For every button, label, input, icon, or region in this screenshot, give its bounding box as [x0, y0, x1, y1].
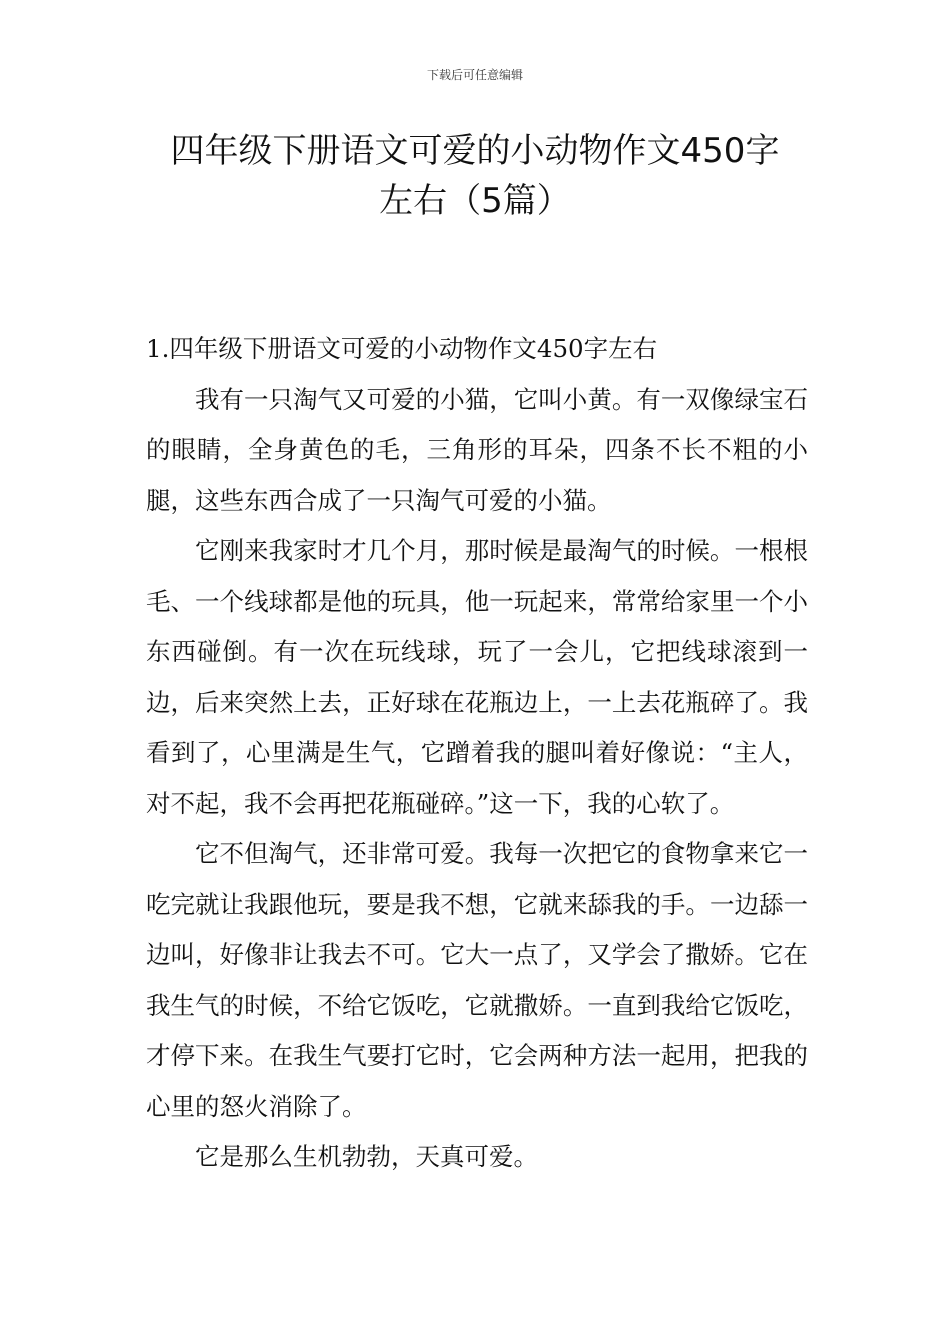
document-body — [146, 324, 808, 1183]
paragraph: 它是那么生机勃勃，天真可爱。 — [195, 1142, 538, 1171]
header-note: 下载后可任意编辑 — [426, 68, 523, 82]
title-line-2: 左右（5篇） — [379, 181, 571, 221]
section-heading: 1.四年级下册语文可爱的小动物作文450字左右 — [146, 334, 658, 363]
document-title — [130, 126, 820, 226]
title-line-1: 四年级下册语文可爱的小动物作文450字 — [170, 131, 780, 171]
paragraph: 它不但淘气，还非常可爱。我每一次把它的食物拿来它一吃完就让我跟他玩，要是我不想，它就来舔我的手。一边舔一边叫，好像非让我去不可。它大一点了，又学会了撒娇。它在我生气的时候，不给它饭吃，它就撒娇。一直到我给它饭吃，才停下来。在我生气要打它时，它会两种方法一起用，把我的心里的怒火消除了。 — [146, 839, 808, 1121]
paragraph: 它刚来我家时才几个月，那时候是最淘气的时候。一根根毛、一个线球都是他的玩具，他一玩起来，常常给家里一个小东西碰倒。有一次在玩线球，玩了一会儿，它把线球滚到一边，后来突然上去，正好球在花瓶边上，一上去花瓶碎了。我看到了，心里满是生气，它蹭着我的腿叫着好像说：“主人，对不起，我不会再把花瓶碰碎。”这一下，我的心软了。 — [146, 536, 808, 818]
paragraph: 我有一只淘气又可爱的小猫，它叫小黄。有一双像绿宝石的眼睛，全身黄色的毛，三角形的耳朵，四条不长不粗的小腿，这些东西合成了一只淘气可爱的小猫。 — [146, 384, 808, 515]
